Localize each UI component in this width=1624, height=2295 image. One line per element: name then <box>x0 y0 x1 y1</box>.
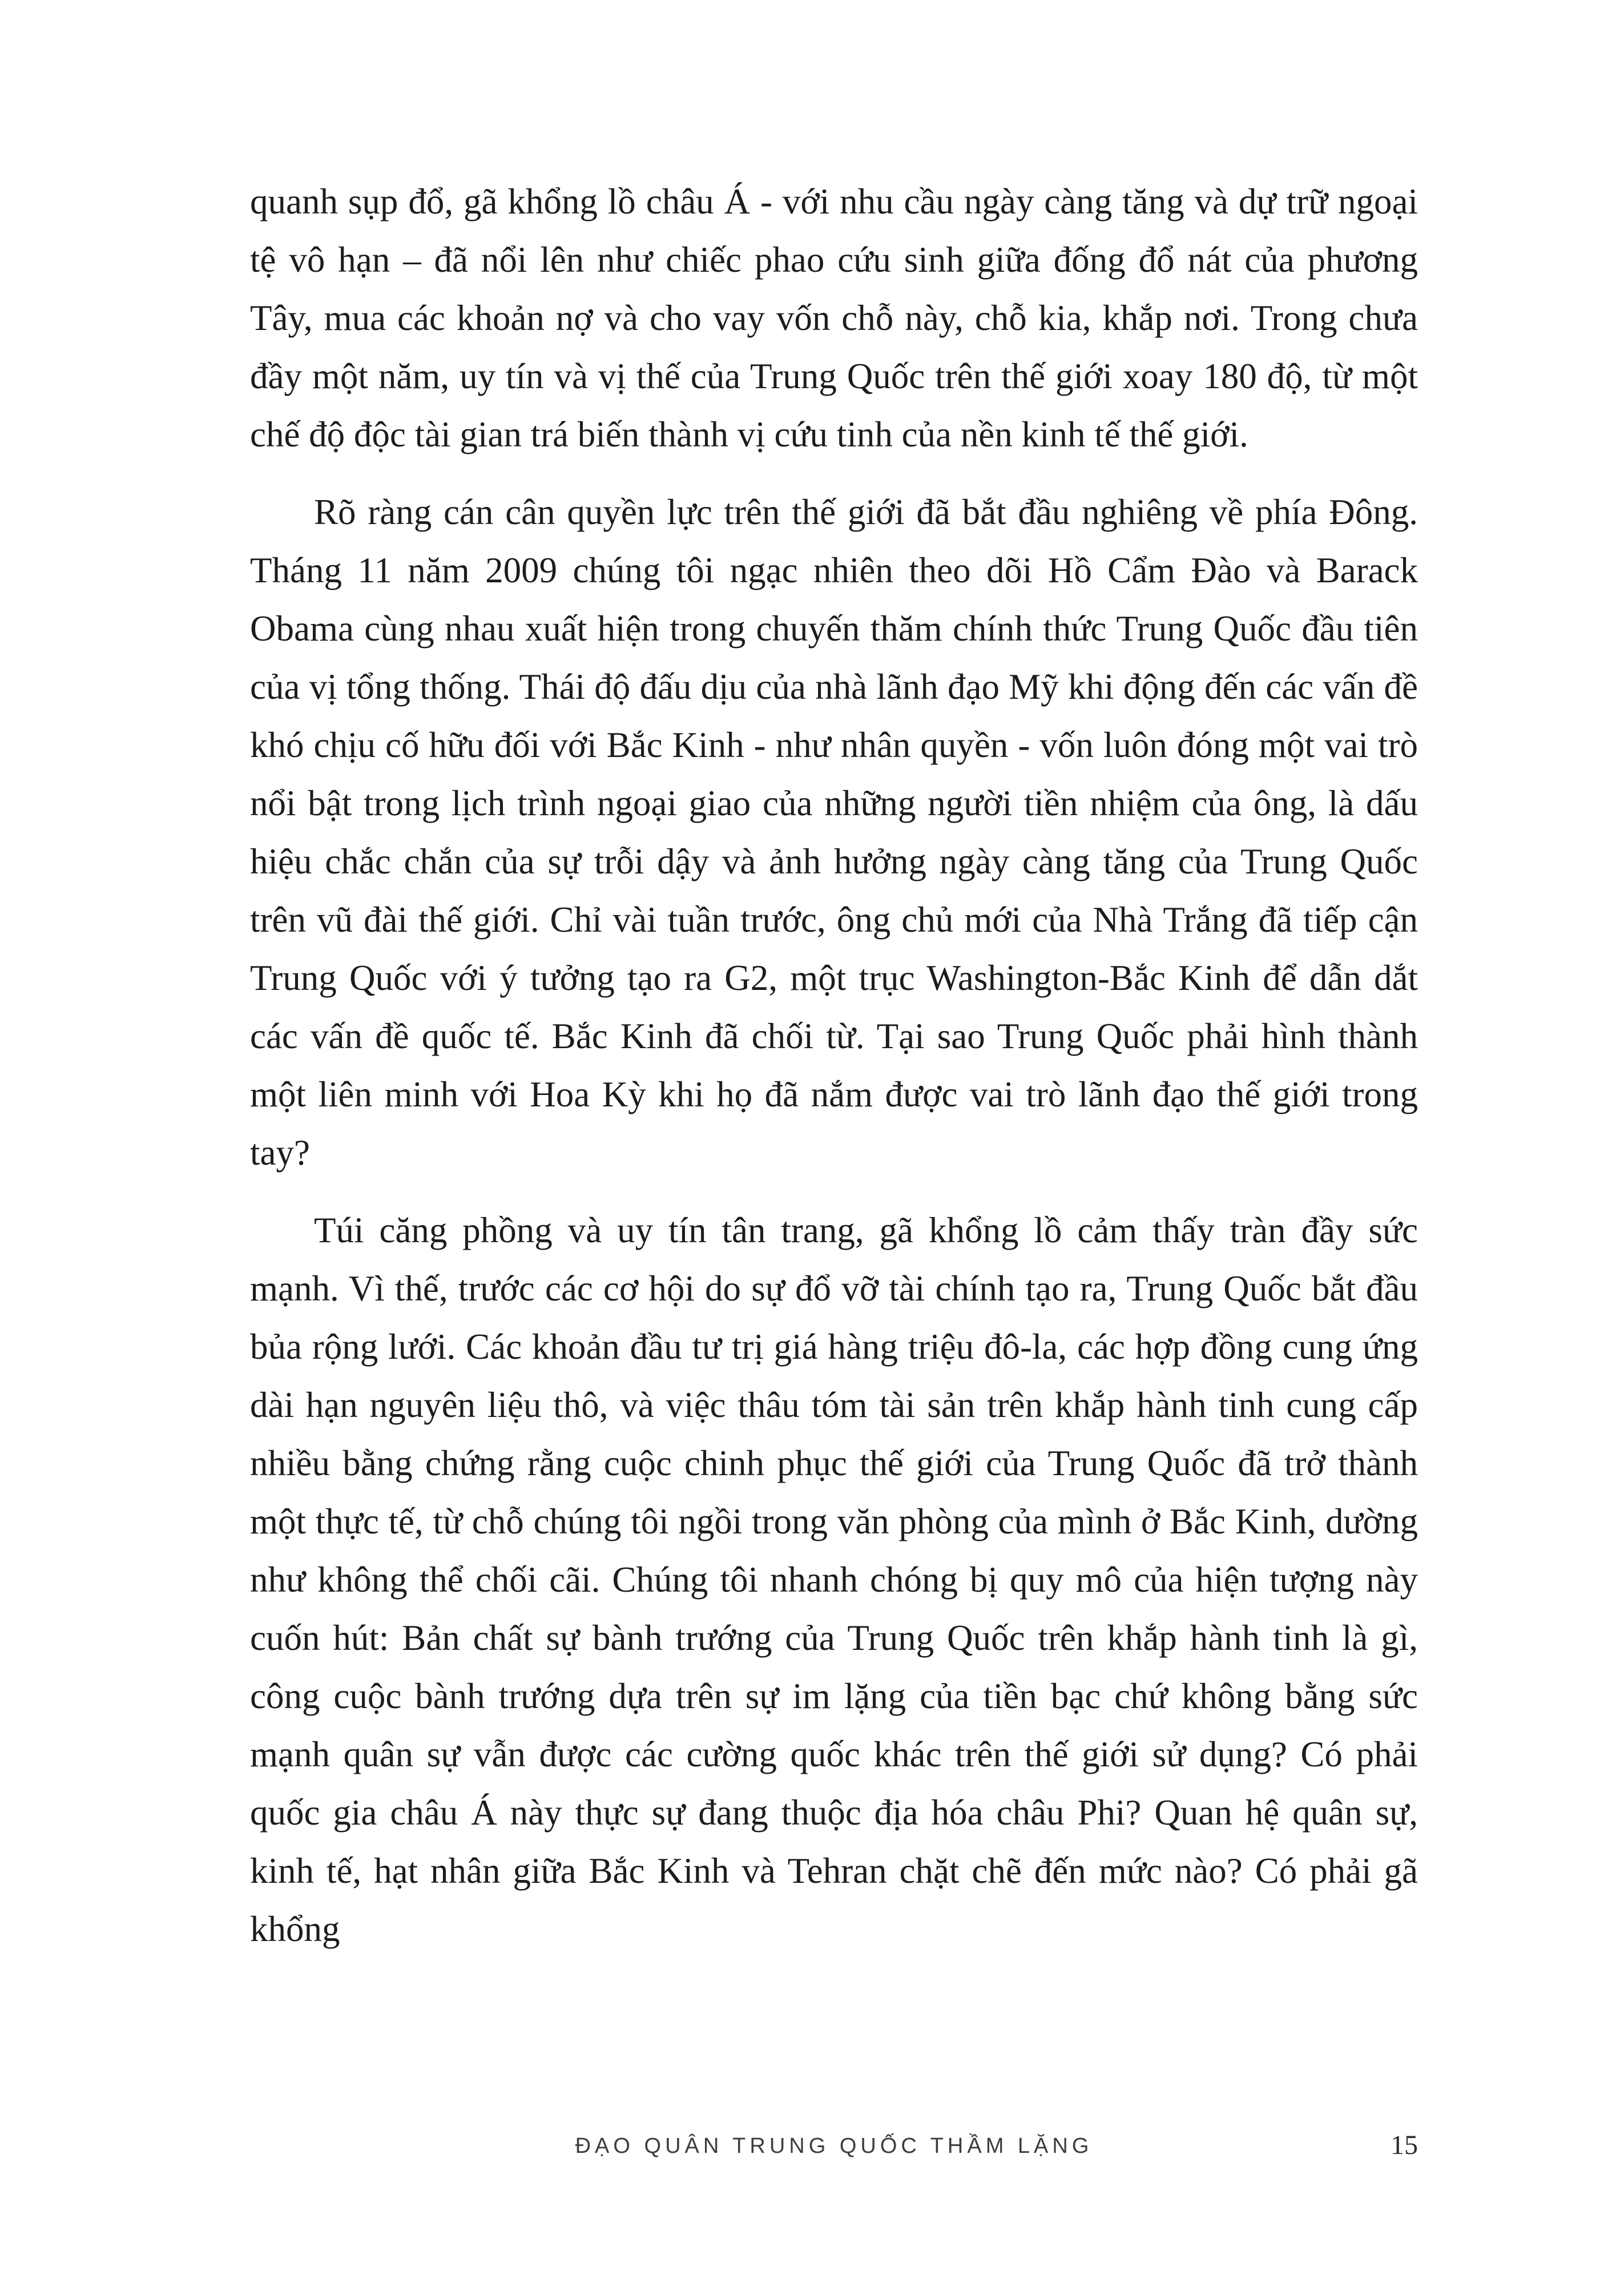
paragraph: Rõ ràng cán cân quyền lực trên thế giới đã bắt đầu nghiêng về phía Đông. Tháng 11 năm 2009 chúng tôi ngạc nhiên theo dõi Hồ Cẩm Đào và Barack Obama cùng nhau xuất hiện trong chuyến thăm chính thức Trung Quốc đầu tiên của vị tổng thống. Thái độ đấu dịu của nhà lãnh đạo Mỹ khi động đến các vấn đề khó chịu cố hữu đối với Bắc Kinh - như nhân quyền - vốn luôn đóng một vai trò nổi bật trong lịch trình ngoại giao của những người tiền nhiệm của ông, là dấu hiệu chắc chắn của sự trỗi dậy và ảnh hưởng ngày càng tăng của Trung Quốc trên vũ đài thế giới. Chỉ vài tuần trước, ông chủ mới của Nhà Trắng đã tiếp cận Trung Quốc với ý tưởng tạo ra G2, một trục Washington-Bắc Kinh để dẫn dắt các vấn đề quốc tế. Bắc Kinh đã chối từ. Tại sao Trung Quốc phải hình thành một liên minh với Hoa Kỳ khi họ đã nắm được vai trò lãnh đạo thế giới trong tay? <box>250 492 1418 1173</box>
page-number: 15 <box>1391 2130 1418 2160</box>
paragraph: Túi căng phồng và uy tín tân trang, gã khổng lồ cảm thấy tràn đầy sức mạnh. Vì thế, trước các cơ hội do sự đổ vỡ tài chính tạo ra, Trung Quốc bắt đầu bủa rộng lưới. Các khoản đầu tư trị giá hàng triệu đô-la, các hợp đồng cung ứng dài hạn nguyên liệu thô, và việc thâu tóm tài sản trên khắp hành tinh cung cấp nhiều bằng chứng rằng cuộc chinh phục thế giới của Trung Quốc đã trở thành một thực tế, từ chỗ chúng tôi ngồi trong văn phòng của mình ở Bắc Kinh, dường như không thể chối cãi. Chúng tôi nhanh chóng bị quy mô của hiện tượng này cuốn hút: Bản chất sự bành trướng của Trung Quốc trên khắp hành tinh là gì, công cuộc bành trướng dựa trên sự im lặng của tiền bạc chứ không bằng sức mạnh quân sự vẫn được các cường quốc khác trên thế giới sử dụng? Có phải quốc gia châu Á này thực sự đang thuộc địa hóa châu Phi? Quan hệ quân sự, kinh tế, hạt nhân giữa Bắc Kinh và Tehran chặt chẽ đến mức nào? Có phải gã khổng <box>250 1210 1418 1949</box>
body-text <box>250 172 1418 1958</box>
paragraph-continuation: quanh sụp đổ, gã khổng lồ châu Á - với nhu cầu ngày càng tăng và dự trữ ngoại tệ vô hạn – đã nổi lên như chiếc phao cứu sinh giữa đống đổ nát của phương Tây, mua các khoản nợ và cho vay vốn chỗ này, chỗ kia, khắp nơi. Trong chưa đầy một năm, uy tín và vị thế của Trung Quốc trên thế giới xoay 180 độ, từ một chế độ độc tài gian trá biến thành vị cứu tinh của nền kinh tế thế giới. <box>250 182 1418 454</box>
page-footer <box>250 2129 1418 2169</box>
running-title: ĐẠO QUÂN TRUNG QUỐC THẦM LẶNG <box>575 2134 1093 2158</box>
